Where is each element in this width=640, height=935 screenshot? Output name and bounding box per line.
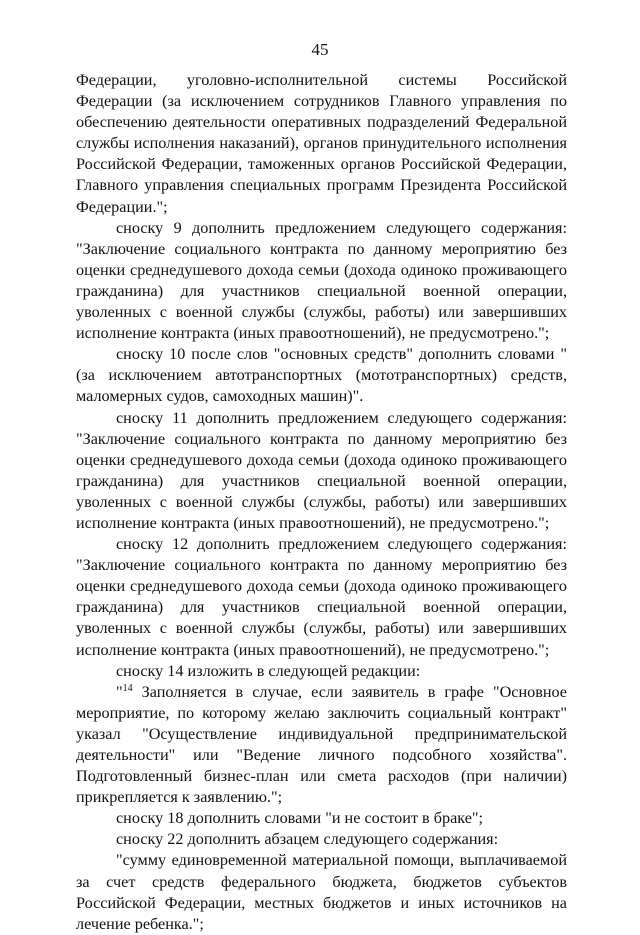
document-body	[76, 70, 567, 935]
paragraph-footnote-22-text: "сумму единовременной материальной помощи, выплачиваемой за счет средств федерального бюджета, бюджетов субъектов Российской Федерации, местных бюджетов и иных источников на лечение ребенка.";	[76, 851, 567, 933]
page-number: 45	[311, 40, 329, 59]
footnote-14-body: Заполняется в случае, если заявитель в графе "Основное мероприятие, по которому желаю заключить социальный контракт" указал "Осуществление индивидуальной предпринимательской деятельности" или "Ведение личного подсобного хозяйства". Подготовленный бизнес-план или смета расходов (при наличии) прикрепляется к заявлению.";	[76, 682, 567, 807]
paragraph-footnote-9: сноску 9 дополнить предложением следующего содержания: "Заключение социального контракта по данному мероприятию без оценки среднедушевого дохода семьи (дохода одиноко проживающего гражданина) для участников специальной военной операции, уволенных с военной службы (службы, работы) или завершивших исполнение контракта (иных правоотношений), не предусмотрено.";	[76, 218, 567, 343]
opening-quote: "	[116, 682, 123, 701]
paragraph-footnote-11: сноску 11 дополнить предложением следующего содержания: "Заключение социального контракта по данному мероприятию без оценки среднедушевого дохода семьи (дохода одиноко проживающего гражданина) для участников специальной военной операции, уволенных с военной службы (службы, работы) или завершивших исполнение контракта (иных правоотношений), не предусмотрено.";	[76, 408, 567, 532]
paragraph-footnote-12: сноску 12 дополнить предложением следующего содержания: "Заключение социального контракта по данному мероприятию без оценки среднедушевого дохода семьи (дохода одиноко проживающего гражданина) для участников специальной военной операции, уволенных с военной службы (службы, работы) или завершивших исполнение контракта (иных правоотношений), не предусмотрено.";	[76, 535, 567, 659]
footnote-marker: 14	[122, 682, 133, 694]
paragraph-footnote-22-intro: сноску 22 дополнить абзацем следующего содержания:	[116, 830, 499, 849]
paragraph-footnote-14-text	[76, 682, 567, 809]
paragraph-footnote-10: сноску 10 после слов "основных средств" дополнить словами "(за исключением автотранспортных (мототранспортных) средств, маломерных судов, самоходных машин)".	[76, 345, 567, 406]
paragraph-continuation: Федерации, уголовно-исполнительной системы Российской Федерации (за исключением сотрудников Главного управления по обеспечению деятельности оперативных подразделений Федеральной службы исполнения наказаний), органов принудительного исполнения Российской Федерации, таможенных органов Российской Федерации, Главного управления специальных программ Президента Российской Федерации.";	[76, 71, 567, 216]
paragraph-footnote-18: сноску 18 дополнить словами "и не состоит в браке";	[116, 809, 484, 828]
paragraph-footnote-14-intro: сноску 14 изложить в следующей редакции:	[116, 661, 421, 680]
